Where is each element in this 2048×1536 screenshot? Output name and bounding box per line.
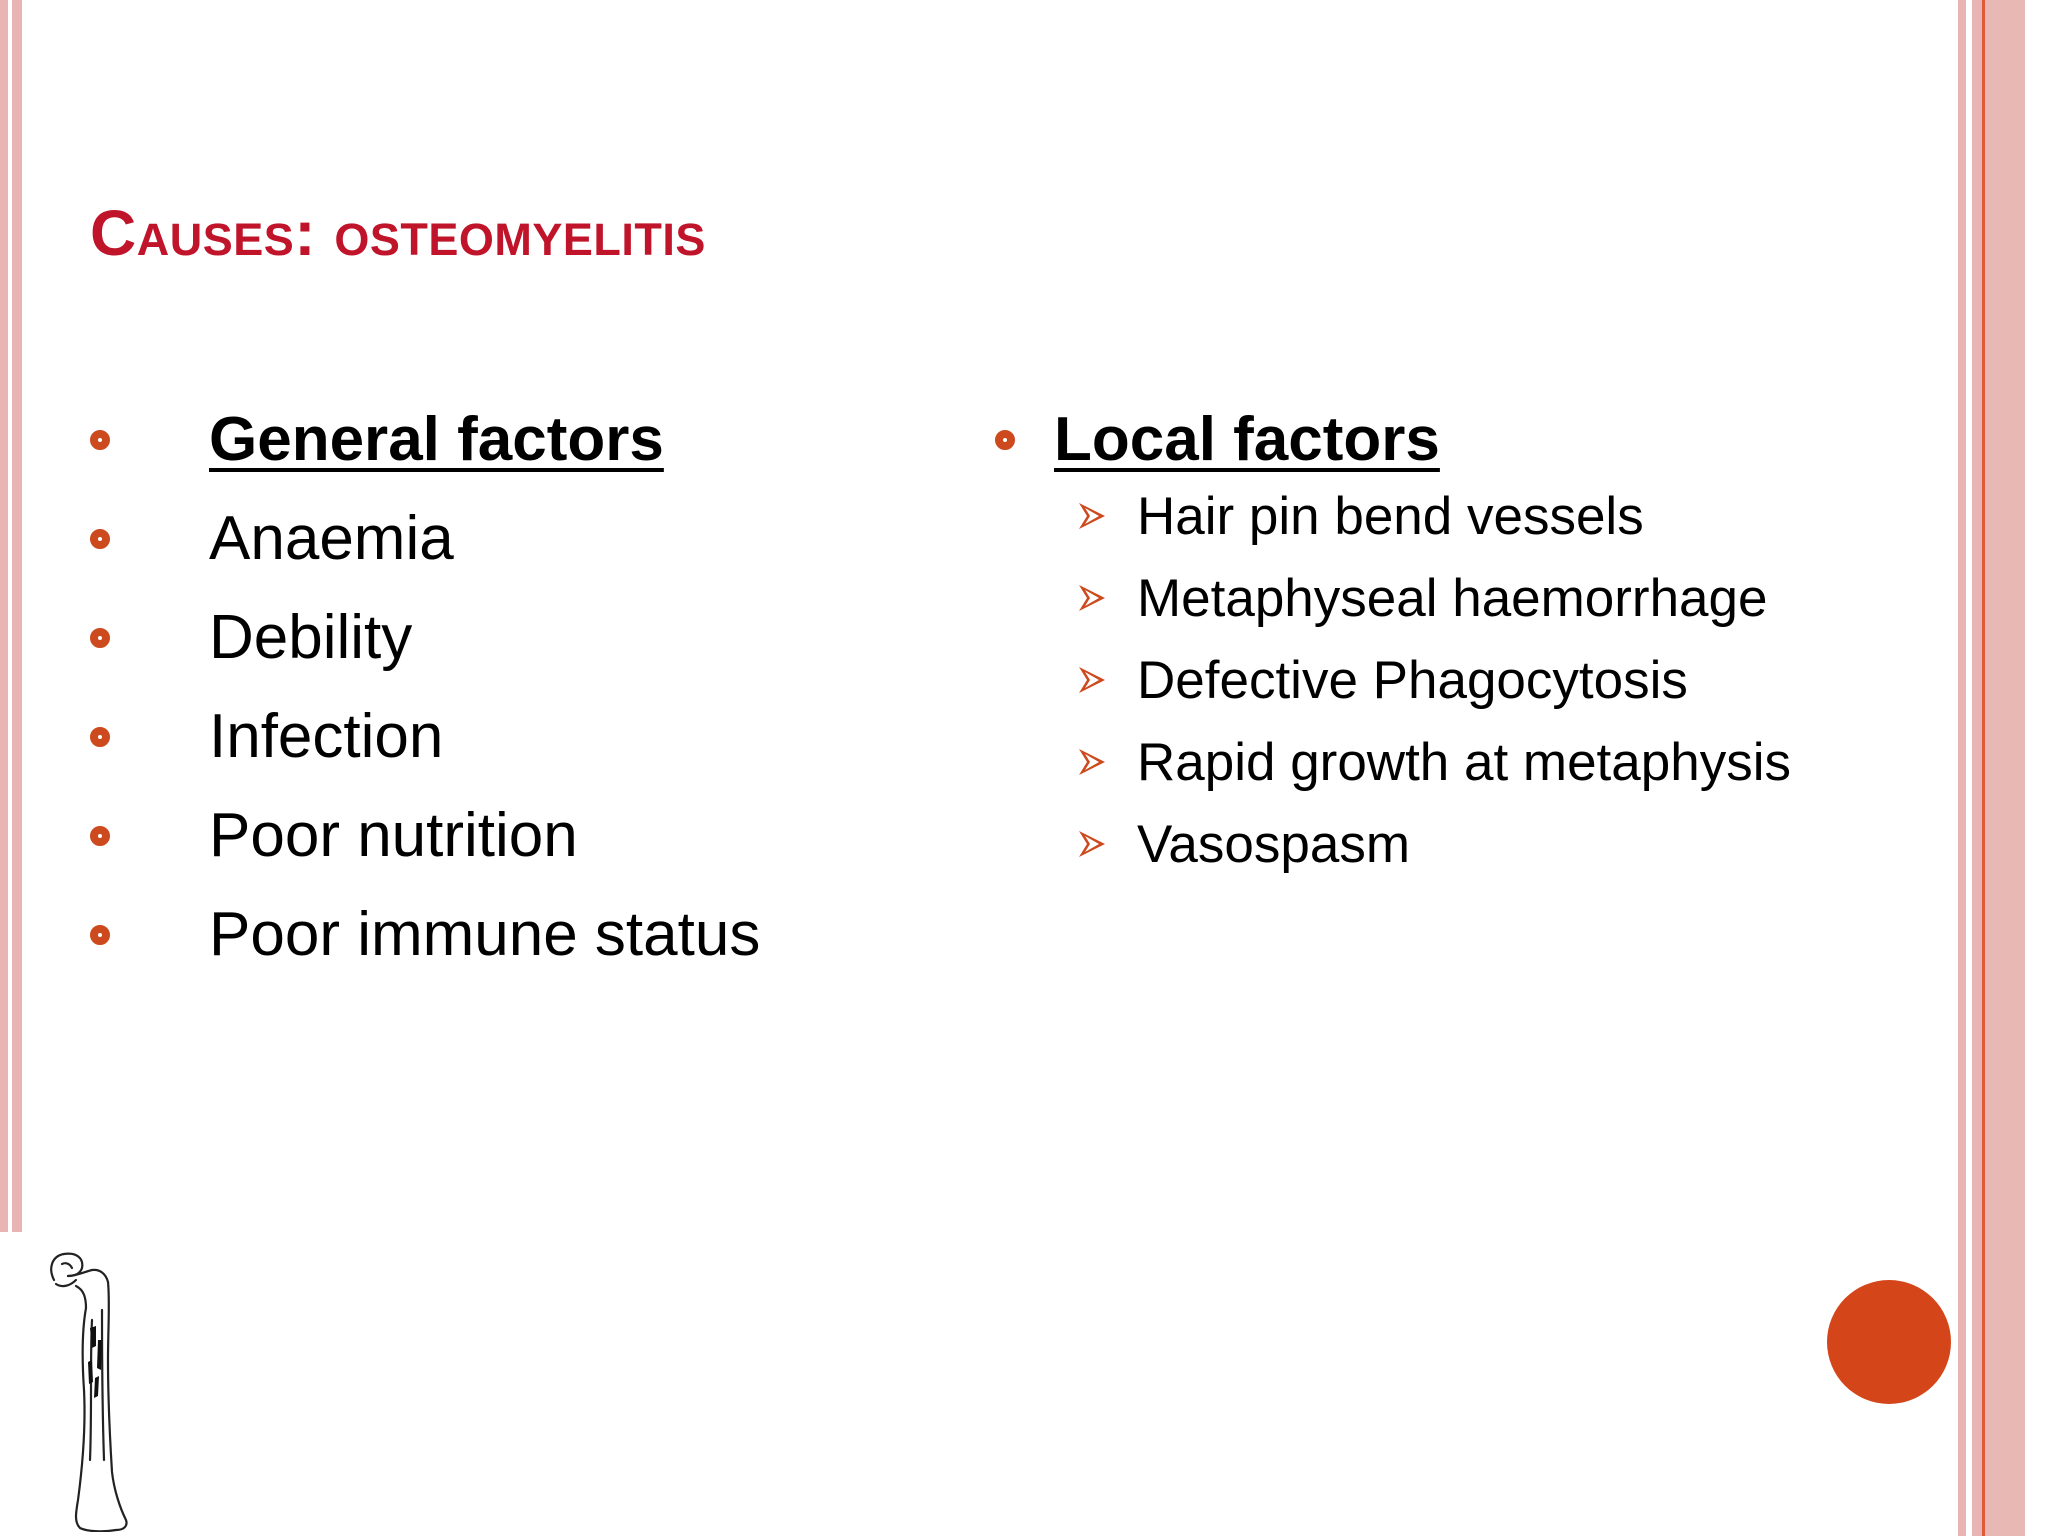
local-factors-sublist: [995, 475, 1945, 885]
local-factors-heading: Local factors: [1054, 405, 1440, 474]
list-item: [90, 390, 950, 489]
list-item: [90, 588, 950, 687]
ring-bullet-icon: [90, 826, 110, 846]
sub-list-item: [995, 557, 1945, 639]
arrowhead-bullet-icon: [1075, 745, 1109, 779]
arrowhead-bullet-icon: [1075, 581, 1109, 615]
list-item: [90, 786, 950, 885]
sub-list-item: [995, 803, 1945, 885]
ring-bullet-icon: [90, 925, 110, 945]
ring-bullet-icon: [90, 727, 110, 747]
sub-list-item: [995, 475, 1945, 557]
slide-title: Causes: osteomyelitis: [90, 197, 706, 269]
left-border-bar: [12, 0, 22, 1232]
list-item: [90, 687, 950, 786]
arrowhead-bullet-icon: [1075, 827, 1109, 861]
sub-list-item: [995, 639, 1945, 721]
sub-list-item-text: Vasospasm: [1137, 814, 1410, 874]
right-border-bar: [1985, 0, 2025, 1536]
ring-bullet-icon: [995, 430, 1015, 450]
list-item-text: Infection: [209, 702, 444, 771]
general-factors-heading: General factors: [209, 405, 664, 474]
right-border-bar: [1958, 0, 1966, 1536]
list-item-text: Debility: [209, 603, 413, 672]
list-item: [90, 885, 950, 984]
local-factors-list: [995, 390, 1945, 885]
ring-bullet-icon: [90, 529, 110, 549]
ring-bullet-icon: [90, 430, 110, 450]
ring-bullet-icon: [90, 628, 110, 648]
sub-list-item-text: Defective Phagocytosis: [1137, 650, 1688, 710]
list-item-text: Poor immune status: [209, 900, 761, 969]
right-border-gap: [2025, 0, 2048, 1536]
arrowhead-bullet-icon: [1075, 663, 1109, 697]
general-factors-list: [90, 390, 950, 984]
orange-circle: [1827, 1280, 1951, 1404]
right-border-bar: [1972, 0, 1982, 1536]
list-item: [90, 489, 950, 588]
left-border-bar: [0, 0, 8, 1232]
femur-bone-icon: [46, 1250, 146, 1532]
sub-list-item: [995, 721, 1945, 803]
list-item-text: Poor nutrition: [209, 801, 578, 870]
sub-list-item-text: Hair pin bend vessels: [1137, 486, 1644, 546]
arrowhead-bullet-icon: [1075, 499, 1109, 533]
sub-list-item-text: Metaphyseal haemorrhage: [1137, 568, 1768, 628]
list-item-text: Anaemia: [209, 504, 454, 573]
sub-list-item-text: Rapid growth at metaphysis: [1137, 732, 1791, 792]
